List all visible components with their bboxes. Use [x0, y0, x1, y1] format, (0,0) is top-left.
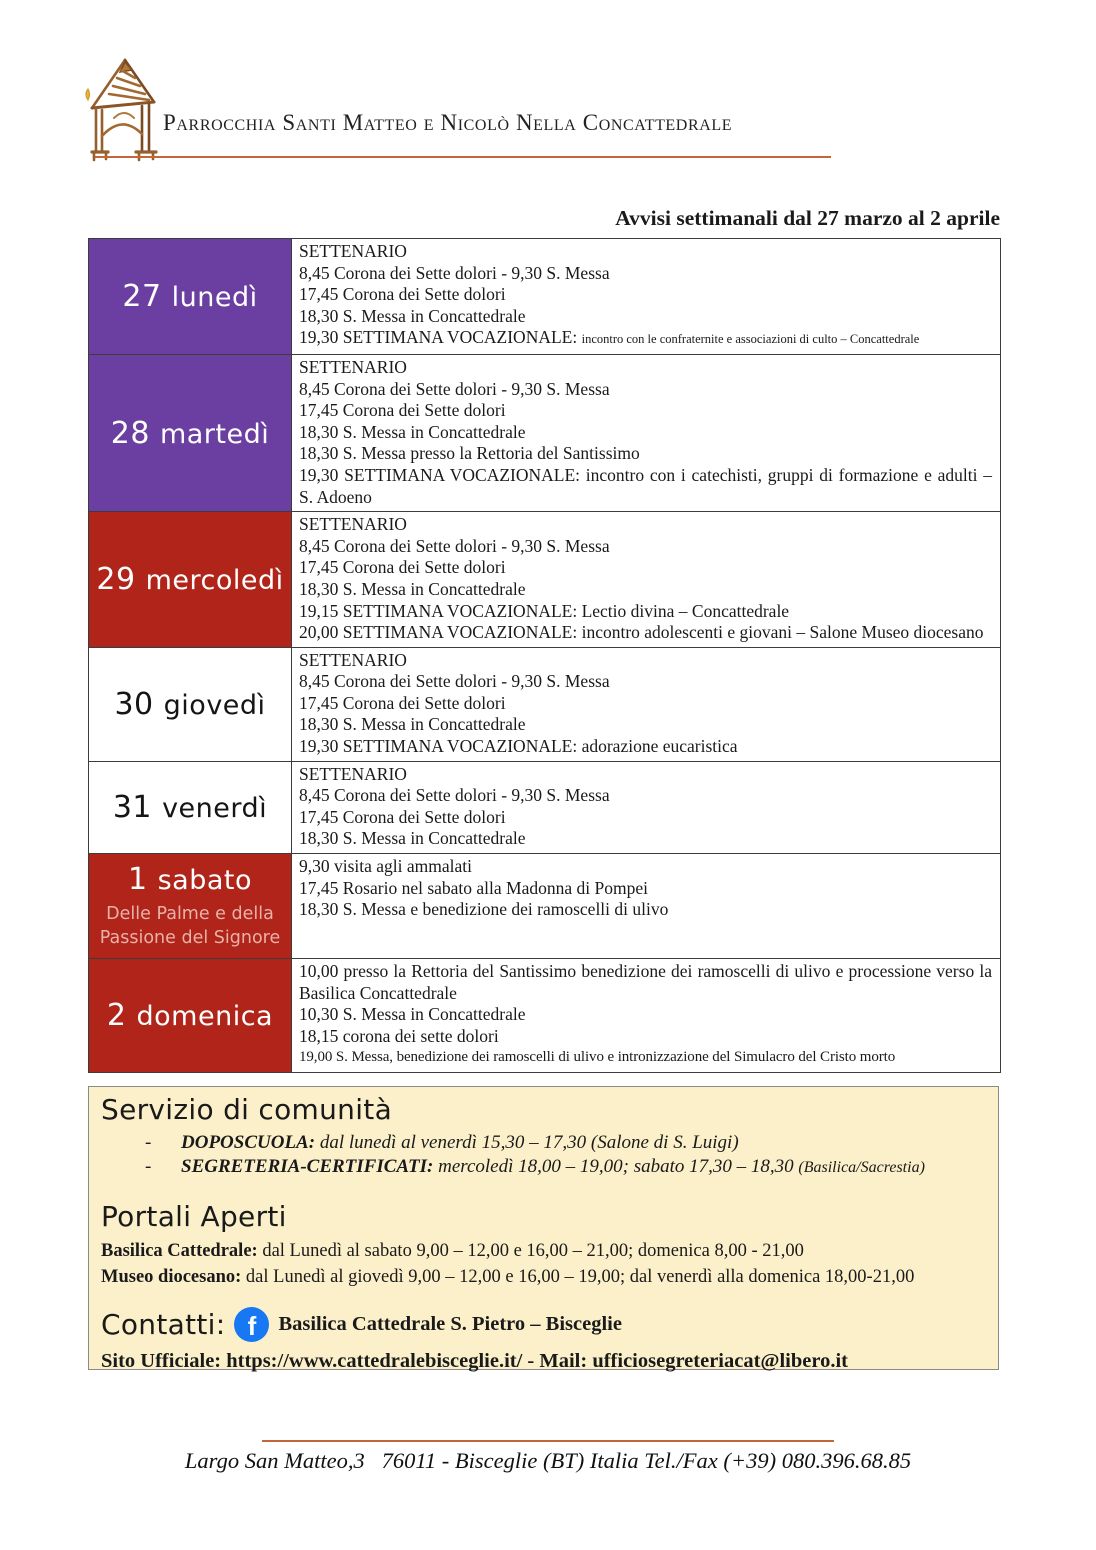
event-line: 8,45 Corona dei Sette dolori - 9,30 S. Messa [299, 262, 610, 283]
service-item-segreteria [145, 1156, 984, 1178]
events-cell [292, 959, 1000, 1072]
day-label: 2 domenica [106, 998, 274, 1034]
day-subtitle: Delle Palme e della Passione del Signore [99, 903, 281, 948]
day-cell [89, 854, 292, 958]
event-line: 18,30 S. Messa in Concattedrale [299, 305, 526, 326]
events-cell [292, 355, 1000, 511]
page-title: Avvisi settimanali dal 27 marzo al 2 aprile [615, 206, 1000, 230]
official-site-and-mail[interactable]: Sito Ufficiale: https://www.cattedralebisceglie.it/ - Mail: ufficiosegreteriacat@libero.it [101, 1349, 848, 1372]
day-cell [89, 355, 292, 511]
day-label: 1 sabato [127, 861, 253, 897]
portal-basilica-hours: Basilica Cattedrale: dal Lunedì al sabato 9,00 – 12,00 e 16,00 – 21,00; domenica 8,00 - 21,00 [101, 1241, 804, 1261]
service-text: DOPOSCUOLA: dal lunedì al venerdì 15,30 – 17,30 (Salone di S. Luigi) [181, 1132, 739, 1153]
community-services-title: Servizio di comunità [101, 1093, 393, 1126]
event-line: 17,45 Corona dei Sette dolori [299, 692, 506, 713]
event-line: 19,15 SETTIMANA VOCAZIONALE: Lectio divina – Concattedrale [299, 600, 790, 621]
contacts-row [101, 1307, 984, 1342]
event-line: 17,45 Corona dei Sette dolori [299, 400, 506, 421]
event-line: SETTENARIO [299, 241, 407, 261]
event-line: 18,15 corona dei sette dolori [299, 1025, 499, 1046]
schedule-row [89, 355, 1000, 512]
event-line: 8,45 Corona dei Sette dolori - 9,30 S. Messa [299, 378, 610, 399]
day-label: 29 mercoledì [96, 561, 284, 597]
schedule-row [89, 762, 1000, 854]
contacts-label: Contatti: [101, 1307, 226, 1341]
event-line: 17,45 Rosario nel sabato alla Madonna di Pompei [299, 877, 648, 898]
event-line: 18,30 S. Messa in Concattedrale [299, 578, 526, 599]
footer-divider [262, 1440, 834, 1442]
schedule-row [89, 512, 1000, 648]
event-line: 18,30 S. Messa in Concattedrale [299, 828, 526, 849]
events-cell [292, 762, 1000, 853]
event-line: SETTENARIO [299, 514, 407, 535]
event-line: 17,45 Corona dei Sette dolori [299, 557, 506, 578]
day-label: 27 lunedì [122, 278, 258, 314]
event-line: 10,30 S. Messa in Concattedrale [299, 1004, 526, 1025]
events-cell [292, 648, 1000, 761]
day-label: 28 martedì [110, 415, 270, 451]
event-line: SETTENARIO [299, 356, 407, 377]
event-line: 18,30 S. Messa presso la Rettoria del Santissimo [299, 443, 640, 464]
event-line: 17,45 Corona dei Sette dolori [299, 806, 506, 827]
event-line: 18,30 S. Messa in Concattedrale [299, 714, 526, 735]
event-line: 10,00 presso la Rettoria del Santissimo benedizione dei ramoscelli di ulivo e processione verso la Basilica Concattedrale [299, 961, 992, 1003]
portals-title: Portali Aperti [101, 1200, 287, 1233]
event-line: 18,30 S. Messa e benedizione dei ramoscelli di ulivo [299, 899, 669, 920]
day-label: 30 giovedì [114, 686, 266, 722]
event-line: 18,30 S. Messa in Concattedrale [299, 421, 526, 442]
schedule-row [89, 854, 1000, 959]
bullet-dash: - [145, 1156, 152, 1177]
service-item-doposcuola [145, 1132, 984, 1154]
event-line: 8,45 Corona dei Sette dolori - 9,30 S. Messa [299, 671, 610, 692]
day-cell [89, 959, 292, 1072]
schedule-table [88, 238, 1001, 1073]
schedule-row [89, 239, 1000, 355]
event-line: SETTENARIO [299, 763, 407, 784]
events-cell [292, 239, 1000, 354]
event-line: 19,00 S. Messa, benedizione dei ramoscelli di ulivo e intronizzazione del Simulacro del Cristo morto [299, 1049, 896, 1066]
event-line: 8,45 Corona dei Sette dolori - 9,30 S. Messa [299, 785, 610, 806]
day-label: 31 venerdì [112, 789, 268, 825]
event-line: 19,30 SETTIMANA VOCAZIONALE: incontro con i catechisti, gruppi di formazione e adulti – S. Adoeno [299, 464, 992, 507]
event-line: SETTENARIO [299, 649, 407, 670]
day-cell [89, 239, 292, 354]
event-line: 19,30 SETTIMANA VOCAZIONALE: incontro con le confraternite e associazioni di culto – Concattedrale [299, 327, 920, 348]
event-line: 8,45 Corona dei Sette dolori - 9,30 S. Messa [299, 535, 610, 556]
parish-logo-bell-tower-icon [80, 56, 170, 164]
community-info-box [88, 1086, 999, 1370]
day-cell [89, 512, 292, 647]
day-cell [89, 648, 292, 761]
facebook-page-name[interactable]: Basilica Cattedrale S. Pietro – Bisceglie [278, 1312, 622, 1335]
parish-name: Parrocchia Santi Matteo e Nicolò Nella Concattedrale [163, 110, 733, 135]
facebook-icon[interactable]: f [234, 1307, 269, 1342]
footer-address: Largo San Matteo,3 76011 - Bisceglie (BT) Italia Tel./Fax (+39) 080.396.68.85 [184, 1448, 912, 1473]
header-divider [95, 156, 831, 158]
events-cell [292, 854, 1000, 958]
event-line: 9,30 visita agli ammalati [299, 856, 473, 877]
bullet-dash: - [145, 1132, 152, 1153]
schedule-row [89, 648, 1000, 762]
day-cell [89, 762, 292, 853]
service-text: SEGRETERIA-CERTIFICATI: mercoledì 18,00 – 19,00; sabato 17,30 – 18,30 (Basilica/Sacrestia) [181, 1156, 925, 1177]
event-line: 19,30 SETTIMANA VOCAZIONALE: adorazione eucaristica [299, 736, 738, 757]
event-line: 17,45 Corona dei Sette dolori [299, 284, 506, 305]
schedule-row [89, 959, 1000, 1072]
portal-museo-hours: Museo diocesano: dal Lunedì al giovedì 9,00 – 12,00 e 16,00 – 19,00; dal venerdì alla domenica 18,00-21,00 [101, 1266, 915, 1287]
events-cell [292, 512, 1000, 647]
event-line: 20,00 SETTIMANA VOCAZIONALE: incontro adolescenti e giovani – Salone Museo diocesano [299, 622, 984, 643]
